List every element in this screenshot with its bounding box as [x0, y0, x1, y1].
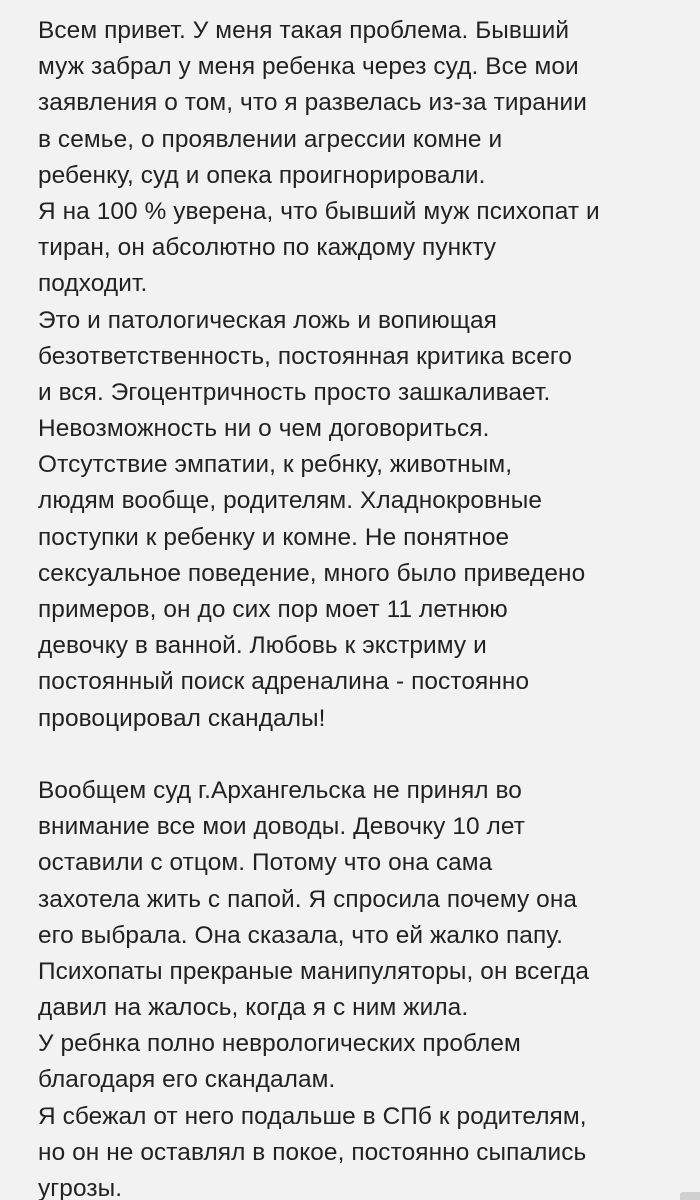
text-line: Невозможность ни о чем договориться.: [38, 415, 490, 443]
text-line: заявления о том, что я развелась из-за тирании: [38, 89, 587, 117]
text-line: Я на 100 % уверена, что бывший муж психопат и: [38, 197, 600, 225]
text-line: но он не оставлял в покое, постоянно сыпались: [38, 1138, 587, 1166]
text-line: тиран, он абсолютно по каждому пункту: [38, 234, 497, 262]
text-line: и вся. Эгоцентричность просто зашкаливает.: [38, 378, 551, 406]
paragraph-spacer: [38, 737, 670, 773]
text-line: девочку в ванной. Любовь к экстриму и: [38, 632, 487, 660]
text-line: Психопаты прекраные манипуляторы, он всегда: [38, 957, 590, 985]
text-line: У ребнка полно неврологических проблем: [38, 1030, 521, 1058]
text-line: благодаря его скандалам.: [38, 1066, 336, 1094]
text-line: Отсутствие эмпатии, к ребнку, животным,: [38, 451, 513, 479]
text-line: сексуальное поведение, много было приведено: [38, 559, 586, 587]
text-line: Вообщем суд г.Архангельска не принял во: [38, 776, 522, 804]
text-line: поступки к ребенку и комне. Не понятное: [38, 523, 510, 551]
text-line: внимание все мои доводы. Девочку 10 лет: [38, 813, 525, 841]
scroll-indicator: [680, 1192, 700, 1200]
text-line: ребенку, суд и опека проигнорировали.: [38, 161, 486, 189]
text-line: захотела жить с папой. Я спросила почему она: [38, 885, 578, 913]
text-line: постоянный поиск адреналина - постоянно: [38, 668, 530, 696]
text-line: безответственность, постоянная критика всего: [38, 342, 573, 370]
post-body: [38, 13, 670, 1200]
text-line: примеров, он до сих пор моет 11 летнюю: [38, 596, 508, 623]
text-line: подходит.: [38, 270, 148, 298]
text-line: его выбрала. Она сказала, что ей жалко папу.: [38, 921, 563, 949]
text-line: давил на жалось, когда я с ним жила.: [38, 994, 469, 1022]
text-line: людям вообще, родителям. Хладнокровные: [38, 487, 542, 515]
text-line: Это и патологическая ложь и вопиющая: [38, 306, 497, 334]
text-line: муж забрал у меня ребенка через суд. Все мои: [38, 53, 579, 81]
text-line: провоцировал скандалы!: [38, 704, 326, 732]
text-line: Всем привет. У меня такая проблема. Бывший: [38, 17, 570, 44]
text-line: оставили с отцом. Потому что она сама: [38, 849, 493, 877]
text-line: в семье, о проявлении агрессии комне и: [38, 125, 503, 153]
text-line: угрозы.: [38, 1175, 123, 1200]
text-line: Я сбежал от него подальше в СПб к родителям,: [38, 1102, 587, 1130]
